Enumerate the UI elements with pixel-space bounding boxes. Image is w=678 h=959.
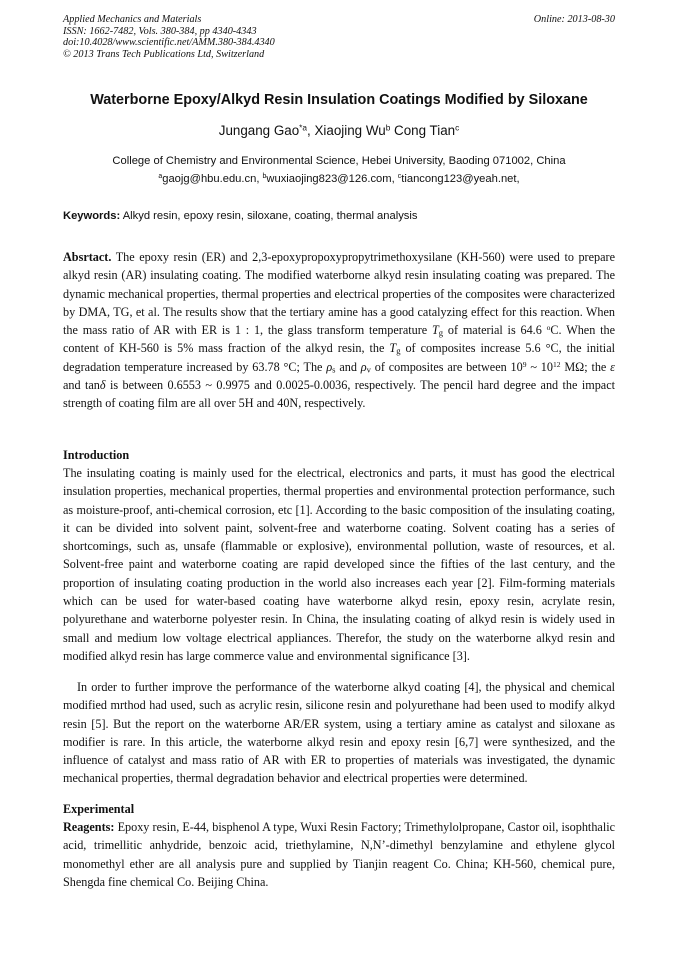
- exponent: 12: [552, 359, 561, 369]
- experimental-heading: Experimental: [63, 802, 135, 816]
- abstract: [63, 248, 615, 413]
- reagents-label: Reagents:: [63, 820, 115, 834]
- affiliation: College of Chemistry and Environmental Science, Hebei University, Baoding 071002, China: [112, 155, 566, 167]
- issn-line: ISSN: 1662-7482, Vols. 380-384, pp 4340-4343: [63, 25, 257, 37]
- introduction-paragraph-2: In order to further improve the performance of the waterborne alkyd coating [4], the physical and chemical modified mrthod had used, such as acrylic resin, silicone resin and polyurethane had been used to modify alkyd resin [5]. But the report on the waterborne AR/ER system, using a tertiary amine as catalyst and siloxane as modifier is rare. In this article, the waterborne alkyd resin and epoxy resin [6,7] were synthesized, and the influence of catalyst and mass ratio of AR with ER to properties of materials was investigated, the dynamic mechanical properties, thermal degradation behavior and electrical properties were determined.: [63, 680, 615, 786]
- keyword: coating: [294, 210, 331, 222]
- abstract-text: is between 0.6553 ~ 0.9975 and 0.0025-0.0036, respectively. The pencil hard degree and the impact strength of coating film are all over 5H and 40N, respectively.: [63, 378, 615, 411]
- keyword: siloxane: [247, 210, 289, 222]
- email: gaojg@hbu.edu.cn,: [162, 173, 263, 185]
- symbol: T: [389, 341, 397, 356]
- introduction-paragraph-1: The insulating coating is mainly used for the electrical, electronics and parts, it must has good the electrical insulation properties, mechanical properties, thermal properties and environmental protection performance, such as moisture-proof, anti-chemical corrosion, etc [1]. According to the basic composition of the insulating coating, it can be divided into solvent paint, solvent-free and waterborne coating. Solvent coating has a series of shortcomings, such as, unsafe (flammable or explosive), environmental pollution, waste of resources, et al. Solvent-free paint and waterborne coating are rapid developed since the fifties of the last century, and the proportion of insulating coating production in the world also increases each year [2]. Film-forming materials which can be used for water-based coating have waterborne alkyd resin, epoxy resin, acrylate resin, polyurethane and waterborne polyester resin. In China, the insulating coating of alkyd resin is widely used in small and medium low voltage electrical appliances. Therefor, the study on the waterborne alkyd resin and modified alkyd resin has large commerce value and environmental significance [3].: [63, 466, 615, 663]
- degree-mark: o: [546, 323, 551, 333]
- symbol-sub: v: [366, 364, 371, 375]
- author-name: Cong Tian: [394, 123, 456, 138]
- online-date: Online: 2013-08-30: [533, 14, 615, 25]
- abstract-text: of composites increase 5.6 °C, the initial degradation temperature increased by 63.78 °C; The: [63, 341, 615, 374]
- email-mark: b: [262, 173, 267, 181]
- email-list: [40, 170, 638, 188]
- email-mark: a: [158, 173, 163, 181]
- affiliation-block: [40, 152, 638, 188]
- journal-header: [63, 14, 615, 60]
- email-mark: c: [397, 173, 402, 181]
- keyword: thermal analysis: [336, 210, 418, 222]
- author-sep: ,: [307, 123, 315, 138]
- reagents-text: Epoxy resin, E-44, bisphenol A type, Wuxi Resin Factory; Trimethylolpropane, Castor oil, isophthalic acid, trimellitic anhydride, benzoic acid, triethylamine, N,N’-dimethyl benzylamine and ethylene glycol monomethyl ether are all analysis pure and supplied by Tianjin reagent Co. China; KH-560, chemical pure, Shengda fine chemical Co. Beijing China.: [63, 820, 615, 889]
- abstract-label: Absrtact.: [63, 250, 112, 264]
- symbol: ρ: [326, 359, 333, 374]
- email: wuxiaojing823@126.com,: [266, 173, 398, 185]
- symbol: δ: [99, 378, 106, 393]
- symbol-sub: g: [396, 346, 401, 357]
- author-mark: *a: [299, 122, 308, 133]
- symbol: ρ: [360, 359, 367, 374]
- keyword: epoxy resin: [183, 210, 241, 222]
- paper-title: Waterborne Epoxy/Alkyd Resin Insulation Coatings Modified by Siloxane: [90, 92, 588, 108]
- symbol: ε: [610, 359, 615, 374]
- introduction-heading: Introduction: [63, 448, 130, 462]
- author-mark: b: [385, 122, 391, 133]
- abstract-text: MΩ; the: [560, 359, 611, 374]
- author-mark: c: [455, 122, 460, 133]
- abstract-text: and tan: [63, 378, 100, 393]
- author-name: Jungang Gao: [218, 123, 300, 138]
- symbol-sub: s: [332, 364, 336, 375]
- keywords-line: Keywords: Alkyd resin, epoxy resin, siloxane, coating, thermal analysis: [63, 210, 418, 222]
- email: tiancong123@yeah.net,: [401, 173, 520, 185]
- keywords-label: Keywords:: [63, 210, 121, 222]
- symbol: T: [432, 323, 439, 338]
- doi-line: doi:10.4028/www.scientific.net/AMM.380-384.4340: [63, 37, 275, 49]
- keyword: Alkyd resin: [122, 210, 178, 222]
- author-list: [40, 123, 638, 138]
- reagents-paragraph: [63, 818, 615, 891]
- abstract-text: and: [335, 359, 361, 374]
- journal-name: Applied Mechanics and Materials: [63, 14, 202, 25]
- symbol-sub: g: [438, 327, 444, 338]
- abstract-text: of material is 64.6: [443, 323, 547, 338]
- author-name: Xiaojing Wu: [314, 123, 386, 138]
- copyright-line: © 2013 Trans Tech Publications Ltd, Switzerland: [63, 48, 265, 60]
- abstract-text: ~ 10: [526, 359, 553, 374]
- abstract-text: The epoxy resin (ER) and 2,3-epoxypropoxypropytrimethoxysilane (KH-560) were used to prepare alkyd resin (AR) insulating coating. The modified waterborne alkyd resin insulating coating was prepared. The dynamic mechanical properties, thermal properties and electrical properties of the composites were characterized by DMA, TG, et al. The results show that the tertiary amine has a good catalyzing effect for this reaction. When the mass ratio of AR with ER is 1 : 1, the glass transform temperature: [63, 250, 615, 338]
- abstract-text: of composites are between 10: [370, 359, 523, 374]
- abstract-text: C. When the content of KH-560 is 5% mass fraction of the alkyd resin, the: [63, 323, 615, 356]
- exponent: 9: [522, 359, 527, 369]
